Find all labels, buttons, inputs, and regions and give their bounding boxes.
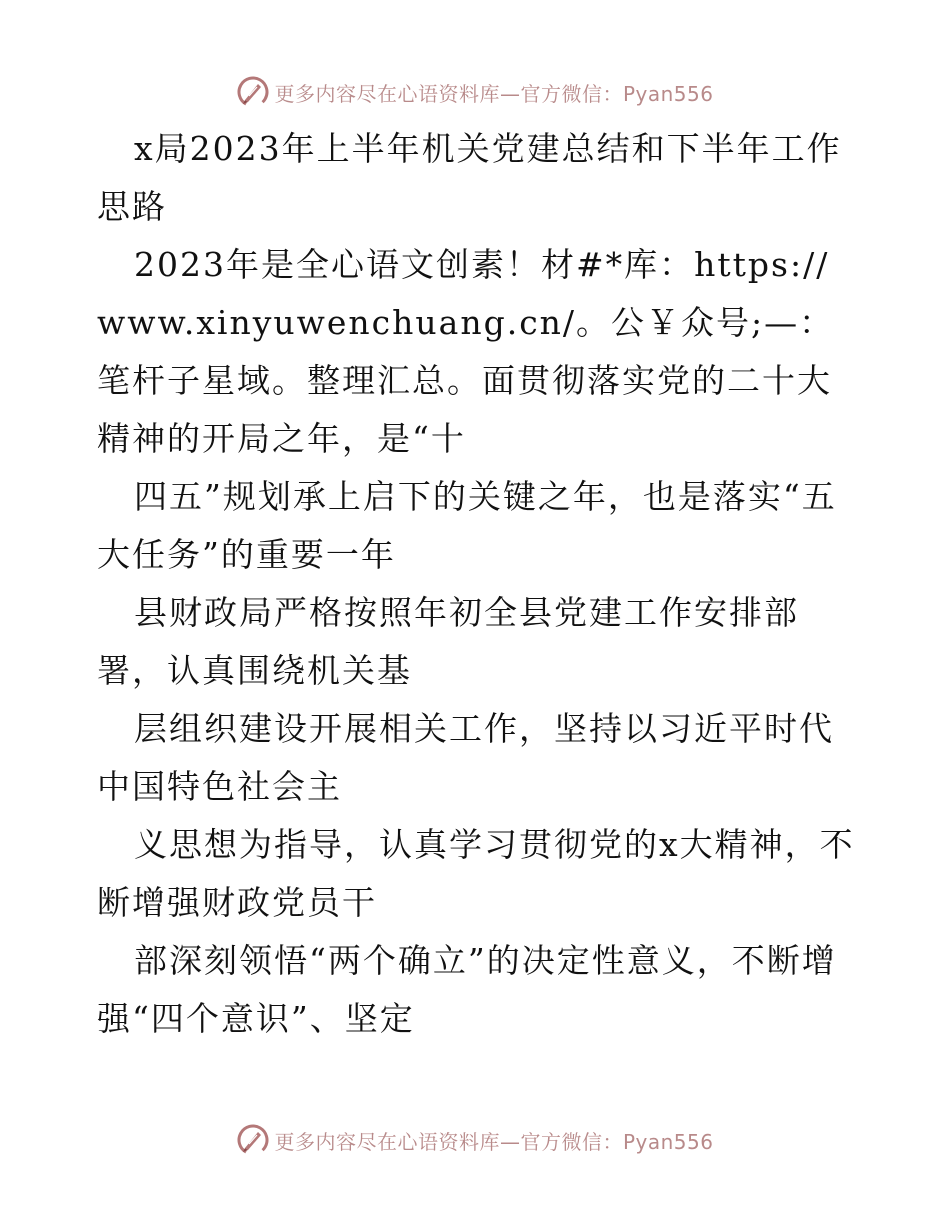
header-watermark-text: 更多内容尽在心语资料库—官方微信：Pyan556 bbox=[274, 81, 714, 106]
paragraph: 四五”规划承上启下的关键之年，也是落实“五大任务”的重要一年 bbox=[97, 477, 837, 574]
paragraph: 县财政局严格按照年初全县党建工作安排部署，认真围绕机关基 bbox=[97, 593, 799, 690]
quill-pen-logo-icon bbox=[236, 75, 270, 109]
paragraph: 部深刻领悟“两个确立”的决定性意义，不断增强“四个意识”、坚定 bbox=[97, 941, 837, 1038]
quill-pen-logo-icon bbox=[236, 1123, 270, 1157]
document-body bbox=[97, 120, 857, 1048]
paragraph: 层组织建设开展相关工作，坚持以习近平时代中国特色社会主 bbox=[97, 709, 834, 806]
footer-watermark bbox=[0, 1120, 950, 1160]
header-watermark bbox=[0, 72, 950, 112]
paragraph: 义思想为指导，认真学习贯彻党的x大精神，不断增强财政党员干 bbox=[97, 825, 855, 922]
footer-watermark-text: 更多内容尽在心语资料库—官方微信：Pyan556 bbox=[274, 1129, 714, 1154]
paragraph: 2023年是全心语文创素！材#*库：https://www.xinyuwenchuang.cn/。公￥众号;—：笔杆子星域。整理汇总。面贯彻落实党的二十大精神的开局之年，是“十 bbox=[97, 245, 835, 458]
document-title: x局2023年上半年机关党建总结和下半年工作思路 bbox=[97, 129, 842, 226]
